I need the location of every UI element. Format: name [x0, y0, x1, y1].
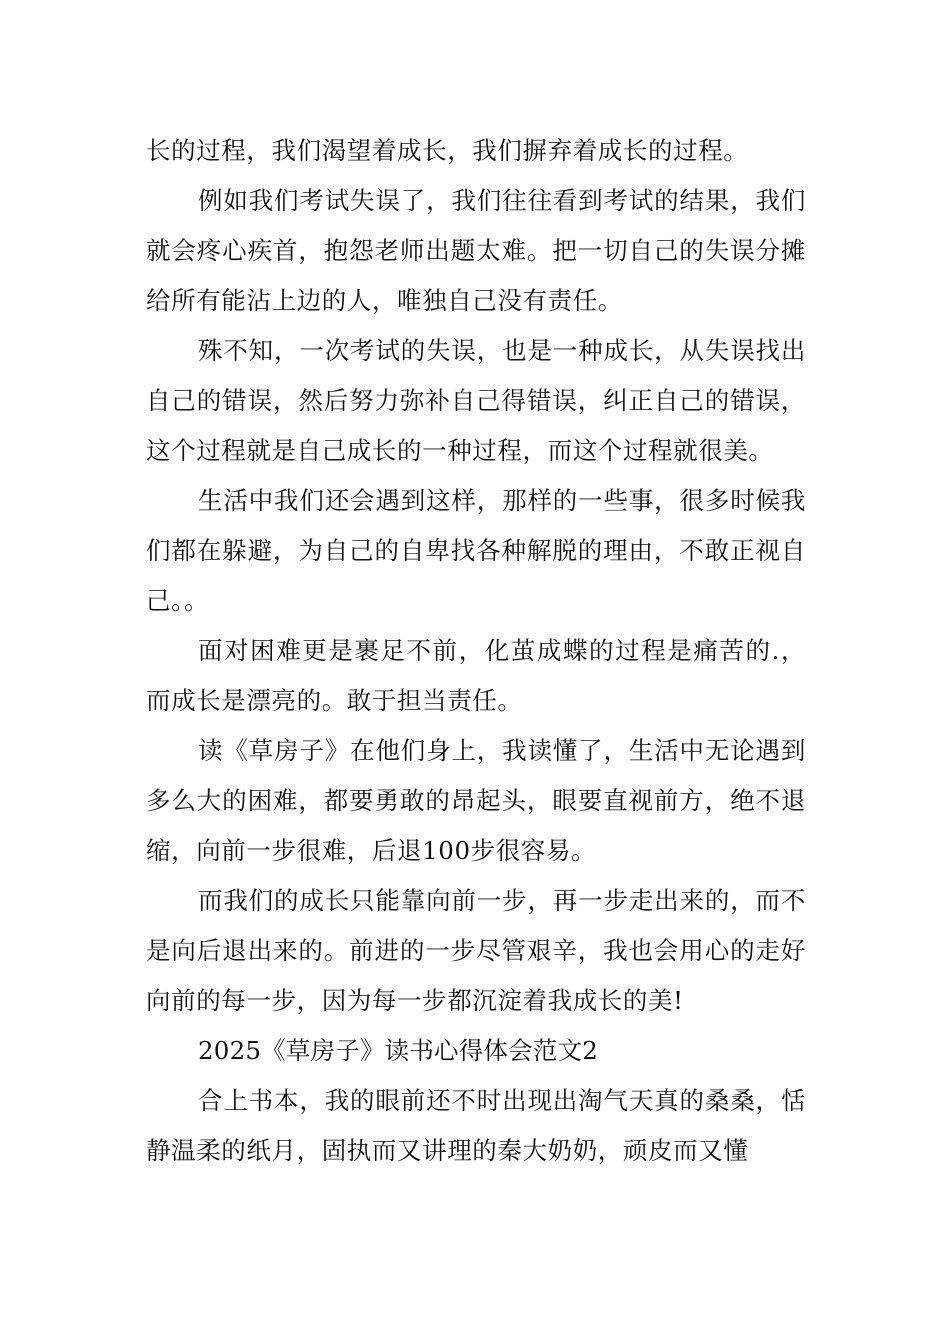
paragraph-life-avoidance: 生活中我们还会遇到这样，那样的一些事，很多时候我们都在躲避，为自己的自卑找各种解脱的理由，不敢正视自己。。	[146, 486, 806, 615]
section-heading: 2025《草房子》读书心得体会范文2	[198, 1036, 599, 1065]
paragraph-step-forward: 而我们的成长只能靠向前一步，再一步走出来的，而不是向后退出来的。前进的一步尽管艰辛，我也会用心的走好向前的每一步，因为每一步都沉淀着我成长的美!	[146, 886, 806, 1015]
paragraph-continuation: 长的过程，我们渴望着成长，我们摒弃着成长的过程。	[146, 136, 749, 165]
paragraph-growth-process: 殊不知，一次考试的失误，也是一种成长，从失误找出自己的错误，然后努力弥补自己得错误，纠正自己的错误，这个过程就是自己成长的一种过程，而这个过程就很美。	[146, 336, 806, 465]
paragraph-closing-book: 合上书本，我的眼前还不时出现出淘气天真的桑桑，恬静温柔的纸月，固执而又讲理的秦大奶奶，顽皮而又懂	[146, 1086, 806, 1165]
paragraph-facing-difficulty: 面对困难更是裹足不前，化茧成蝶的过程是痛苦的.，而成长是漂亮的。敢于担当责任。	[146, 636, 806, 715]
document-body	[146, 126, 806, 1176]
paragraph-exam-mistake: 例如我们考试失误了，我们往往看到考试的结果，我们就会疼心疾首，抱怨老师出题太难。把一切自己的失误分摊给所有能沾上边的人，唯独自己没有责任。	[146, 186, 806, 315]
paragraph-reading-grass-house: 读《草房子》在他们身上，我读懂了，生活中无论遇到多么大的困难，都要勇敢的昂起头，眼要直视前方，绝不退缩，向前一步很难，后退100步很容易。	[146, 736, 806, 865]
